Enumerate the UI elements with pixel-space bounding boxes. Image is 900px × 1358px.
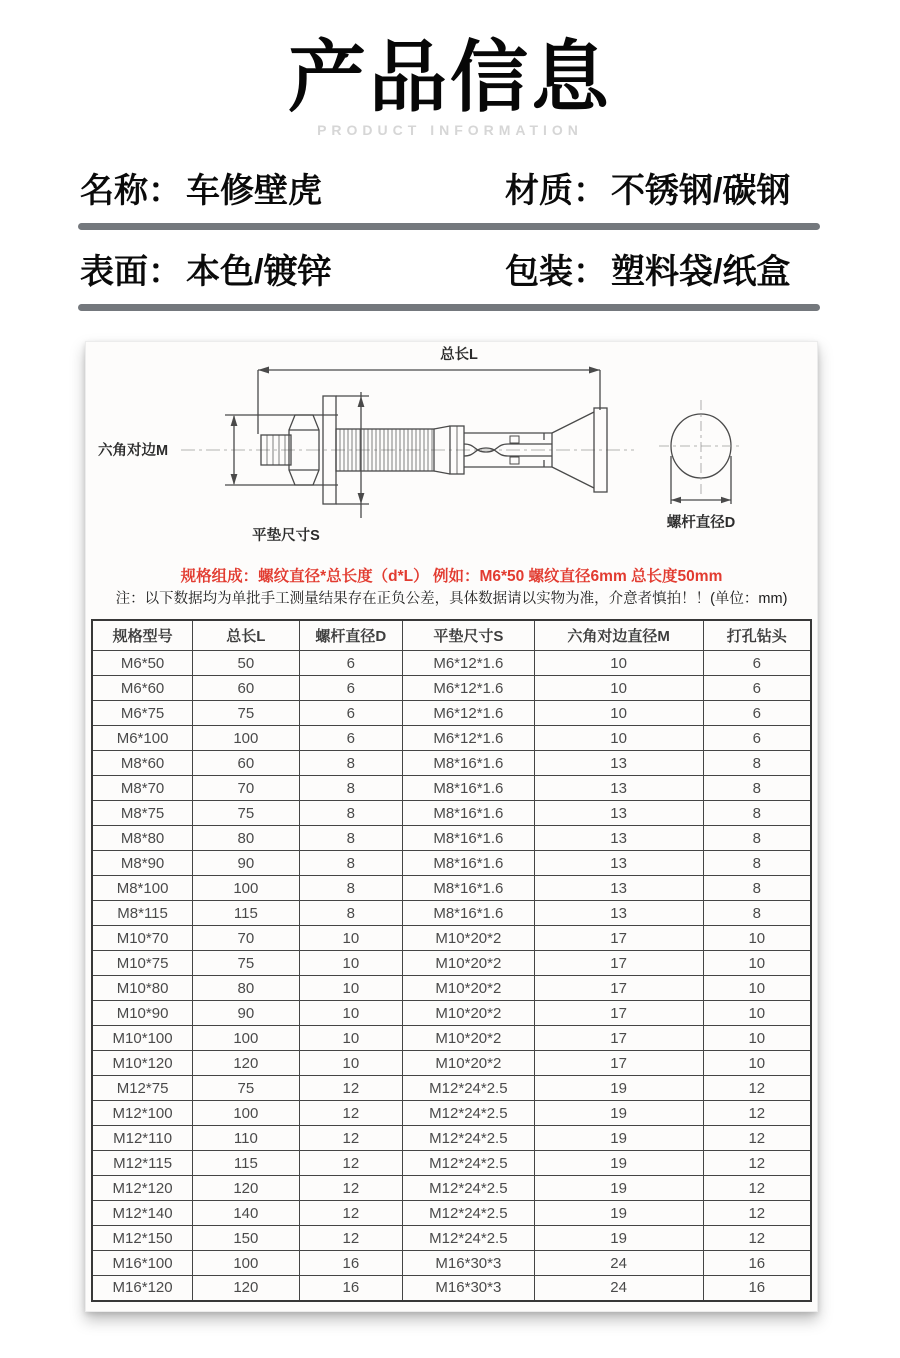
table-cell: 10 bbox=[703, 926, 811, 951]
table-cell: 6 bbox=[703, 701, 811, 726]
attr-packaging-value: 塑料袋/纸盒 bbox=[611, 252, 791, 291]
table-cell: 90 bbox=[193, 851, 299, 876]
spec-formula: 规格组成：螺纹直径*总长度（d*L） 例如：M6*50 螺纹直径6mm 总长度50mm bbox=[180, 567, 723, 585]
page-subtitle: PRODUCT INFORMATION bbox=[317, 121, 583, 138]
table-row bbox=[92, 1176, 811, 1201]
dimension-label-hex-width: 六角对边M bbox=[98, 442, 169, 459]
attr-name-label: 名称： bbox=[80, 171, 182, 210]
table-cell: 100 bbox=[193, 1026, 299, 1051]
table-cell: 19 bbox=[534, 1226, 703, 1251]
table-cell: M16*100 bbox=[92, 1251, 193, 1276]
table-cell: 12 bbox=[299, 1101, 403, 1126]
table-row bbox=[92, 651, 811, 676]
table-cell: M8*16*1.6 bbox=[403, 751, 535, 776]
table-cell: 10 bbox=[703, 1026, 811, 1051]
table-row bbox=[92, 1101, 811, 1126]
table-cell: 8 bbox=[299, 826, 403, 851]
table-cell: 80 bbox=[193, 826, 299, 851]
table-cell: M8*80 bbox=[92, 826, 193, 851]
table-row bbox=[92, 751, 811, 776]
table-cell: M12*120 bbox=[92, 1176, 193, 1201]
table-cell: 13 bbox=[534, 901, 703, 926]
table-cell: 8 bbox=[703, 876, 811, 901]
table-cell: M8*16*1.6 bbox=[403, 826, 535, 851]
table-cell: 16 bbox=[703, 1251, 811, 1276]
table-cell: M6*60 bbox=[92, 676, 193, 701]
table-cell: 75 bbox=[193, 701, 299, 726]
table-cell: M6*50 bbox=[92, 651, 193, 676]
attr-packaging bbox=[505, 253, 820, 292]
table-cell: M12*100 bbox=[92, 1101, 193, 1126]
table-cell: 120 bbox=[193, 1276, 299, 1301]
table-cell: 75 bbox=[193, 801, 299, 826]
table-cell: 10 bbox=[703, 1001, 811, 1026]
table-cell: 16 bbox=[299, 1276, 403, 1301]
table-cell: M10*20*2 bbox=[403, 926, 535, 951]
divider bbox=[78, 223, 820, 230]
table-row bbox=[92, 826, 811, 851]
attr-material-value: 不锈钢/碳钢 bbox=[611, 171, 791, 210]
table-cell: 10 bbox=[534, 651, 703, 676]
table-cell: 12 bbox=[299, 1151, 403, 1176]
dimension-label-washer-size: 平垫尺寸S bbox=[252, 527, 320, 544]
table-cell: 19 bbox=[534, 1076, 703, 1101]
table-cell: M8*100 bbox=[92, 876, 193, 901]
table-header-cell: 总长L bbox=[193, 620, 299, 651]
table-row bbox=[92, 1201, 811, 1226]
measurement-note: 注：以下数据均为单批手工测量结果存在正负公差，具体数据请以实物为准，介意者慎拍！！(单位：mm) bbox=[115, 591, 788, 608]
table-cell: 10 bbox=[534, 726, 703, 751]
table-row bbox=[92, 1026, 811, 1051]
technical-diagram bbox=[86, 342, 819, 566]
dimension-label-rod-diameter: 螺杆直径D bbox=[666, 514, 736, 531]
table-header-row bbox=[92, 620, 811, 651]
table-cell: 8 bbox=[703, 801, 811, 826]
table-cell: M12*24*2.5 bbox=[403, 1101, 535, 1126]
table-cell: 10 bbox=[299, 1001, 403, 1026]
table-row bbox=[92, 1226, 811, 1251]
table-cell: 19 bbox=[534, 1151, 703, 1176]
table-cell: M10*75 bbox=[92, 951, 193, 976]
table-cell: 100 bbox=[193, 726, 299, 751]
table-row bbox=[92, 726, 811, 751]
table-header-cell: 打孔钻头 bbox=[703, 620, 811, 651]
table-cell: 12 bbox=[703, 1201, 811, 1226]
table-cell: 8 bbox=[299, 876, 403, 901]
table-cell: M8*60 bbox=[92, 751, 193, 776]
table-cell: 19 bbox=[534, 1201, 703, 1226]
table-cell: 90 bbox=[193, 1001, 299, 1026]
table-row bbox=[92, 976, 811, 1001]
table-cell: 8 bbox=[299, 901, 403, 926]
table-row bbox=[92, 951, 811, 976]
table-cell: M10*20*2 bbox=[403, 951, 535, 976]
table-cell: 8 bbox=[299, 751, 403, 776]
product-attributes bbox=[0, 172, 900, 311]
table-cell: M12*24*2.5 bbox=[403, 1126, 535, 1151]
table-cell: M12*140 bbox=[92, 1201, 193, 1226]
table-cell: M8*16*1.6 bbox=[403, 901, 535, 926]
table-cell: 8 bbox=[299, 776, 403, 801]
table-cell: 100 bbox=[193, 1101, 299, 1126]
table-cell: 8 bbox=[703, 776, 811, 801]
table-row bbox=[92, 1151, 811, 1176]
table-cell: M8*16*1.6 bbox=[403, 801, 535, 826]
table-cell: M12*24*2.5 bbox=[403, 1226, 535, 1251]
table-cell: 12 bbox=[299, 1226, 403, 1251]
table-cell: 75 bbox=[193, 951, 299, 976]
divider bbox=[78, 304, 820, 311]
table-cell: 8 bbox=[703, 826, 811, 851]
table-cell: 24 bbox=[534, 1276, 703, 1301]
table-cell: 6 bbox=[703, 676, 811, 701]
attr-surface-label: 表面： bbox=[80, 252, 182, 291]
table-cell: 6 bbox=[299, 651, 403, 676]
table-cell: 60 bbox=[193, 676, 299, 701]
table-row bbox=[92, 901, 811, 926]
attr-surface bbox=[80, 253, 505, 292]
table-cell: M8*16*1.6 bbox=[403, 876, 535, 901]
table-cell: 19 bbox=[534, 1176, 703, 1201]
table-cell: M10*20*2 bbox=[403, 1026, 535, 1051]
table-row bbox=[92, 1276, 811, 1301]
table-cell: 70 bbox=[193, 926, 299, 951]
table-cell: 115 bbox=[193, 901, 299, 926]
table-cell: 10 bbox=[299, 976, 403, 1001]
table-cell: M8*70 bbox=[92, 776, 193, 801]
table-cell: 10 bbox=[534, 701, 703, 726]
table-cell: M12*110 bbox=[92, 1126, 193, 1151]
table-cell: 8 bbox=[299, 801, 403, 826]
table-header-cell: 六角对边直径M bbox=[534, 620, 703, 651]
table-cell: 6 bbox=[299, 726, 403, 751]
table-cell: M12*115 bbox=[92, 1151, 193, 1176]
table-cell: 8 bbox=[703, 851, 811, 876]
table-cell: 12 bbox=[703, 1176, 811, 1201]
table-row bbox=[92, 926, 811, 951]
table-row bbox=[92, 776, 811, 801]
table-cell: 13 bbox=[534, 851, 703, 876]
table-cell: 12 bbox=[703, 1126, 811, 1151]
spec-table bbox=[91, 619, 812, 1302]
table-cell: M8*115 bbox=[92, 901, 193, 926]
table-cell: 80 bbox=[193, 976, 299, 1001]
table-cell: 100 bbox=[193, 876, 299, 901]
table-cell: M8*75 bbox=[92, 801, 193, 826]
table-cell: 8 bbox=[299, 851, 403, 876]
dimension-label-total-length: 总长L bbox=[440, 346, 478, 363]
table-cell: 10 bbox=[299, 926, 403, 951]
table-cell: 10 bbox=[703, 951, 811, 976]
table-cell: 13 bbox=[534, 801, 703, 826]
table-cell: 8 bbox=[703, 901, 811, 926]
table-cell: M12*150 bbox=[92, 1226, 193, 1251]
table-cell: 17 bbox=[534, 1001, 703, 1026]
table-cell: 16 bbox=[703, 1276, 811, 1301]
table-header-cell: 螺杆直径D bbox=[299, 620, 403, 651]
table-cell: M10*100 bbox=[92, 1026, 193, 1051]
table-cell: 17 bbox=[534, 1051, 703, 1076]
attr-packaging-label: 包装： bbox=[505, 252, 607, 291]
table-cell: 12 bbox=[703, 1076, 811, 1101]
table-cell: 10 bbox=[299, 951, 403, 976]
table-cell: M6*100 bbox=[92, 726, 193, 751]
table-cell: 110 bbox=[193, 1126, 299, 1151]
table-cell: 12 bbox=[299, 1201, 403, 1226]
table-cell: M16*120 bbox=[92, 1276, 193, 1301]
table-cell: 19 bbox=[534, 1101, 703, 1126]
table-cell: M10*120 bbox=[92, 1051, 193, 1076]
table-cell: 6 bbox=[703, 726, 811, 751]
table-row bbox=[92, 701, 811, 726]
table-header-cell: 平垫尺寸S bbox=[403, 620, 535, 651]
table-cell: M10*20*2 bbox=[403, 1051, 535, 1076]
table-cell: M16*30*3 bbox=[403, 1251, 535, 1276]
table-row bbox=[92, 876, 811, 901]
table-cell: 12 bbox=[703, 1226, 811, 1251]
table-cell: 60 bbox=[193, 751, 299, 776]
table-cell: 24 bbox=[534, 1251, 703, 1276]
table-row bbox=[92, 1251, 811, 1276]
table-cell: M8*16*1.6 bbox=[403, 851, 535, 876]
table-cell: 12 bbox=[703, 1101, 811, 1126]
table-cell: 17 bbox=[534, 1026, 703, 1051]
attr-surface-value: 本色/镀锌 bbox=[186, 252, 332, 291]
table-cell: M6*75 bbox=[92, 701, 193, 726]
table-row bbox=[92, 1051, 811, 1076]
table-cell: M12*24*2.5 bbox=[403, 1176, 535, 1201]
table-cell: 10 bbox=[299, 1026, 403, 1051]
table-cell: M10*20*2 bbox=[403, 1001, 535, 1026]
table-cell: M10*90 bbox=[92, 1001, 193, 1026]
table-header-cell: 规格型号 bbox=[92, 620, 193, 651]
attr-material bbox=[505, 172, 820, 211]
table-cell: 6 bbox=[703, 651, 811, 676]
table-cell: 12 bbox=[299, 1176, 403, 1201]
table-cell: 100 bbox=[193, 1251, 299, 1276]
table-cell: 8 bbox=[703, 751, 811, 776]
table-cell: 19 bbox=[534, 1126, 703, 1151]
table-cell: 12 bbox=[703, 1151, 811, 1176]
page-header bbox=[0, 0, 900, 138]
table-cell: M6*12*1.6 bbox=[403, 726, 535, 751]
table-cell: 6 bbox=[299, 701, 403, 726]
attr-name-value: 车修壁虎 bbox=[186, 171, 322, 210]
table-cell: M8*16*1.6 bbox=[403, 776, 535, 801]
table-cell: M12*75 bbox=[92, 1076, 193, 1101]
table-cell: M12*24*2.5 bbox=[403, 1201, 535, 1226]
table-row bbox=[92, 1001, 811, 1026]
table-cell: M8*90 bbox=[92, 851, 193, 876]
table-cell: 75 bbox=[193, 1076, 299, 1101]
attribute-row-2 bbox=[0, 253, 900, 292]
table-cell: M10*80 bbox=[92, 976, 193, 1001]
table-cell: 115 bbox=[193, 1151, 299, 1176]
table-cell: M10*20*2 bbox=[403, 976, 535, 1001]
table-cell: 6 bbox=[299, 676, 403, 701]
table-cell: M10*70 bbox=[92, 926, 193, 951]
table-cell: M16*30*3 bbox=[403, 1276, 535, 1301]
table-cell: 120 bbox=[193, 1051, 299, 1076]
page-title: 产品信息 bbox=[287, 33, 612, 121]
table-row bbox=[92, 1126, 811, 1151]
attr-name bbox=[80, 172, 505, 211]
table-cell: 13 bbox=[534, 776, 703, 801]
table-row bbox=[92, 676, 811, 701]
table-cell: M6*12*1.6 bbox=[403, 701, 535, 726]
table-cell: 12 bbox=[299, 1126, 403, 1151]
table-cell: 10 bbox=[703, 1051, 811, 1076]
table-cell: 16 bbox=[299, 1251, 403, 1276]
table-cell: M12*24*2.5 bbox=[403, 1076, 535, 1101]
table-cell: 13 bbox=[534, 826, 703, 851]
table-row bbox=[92, 851, 811, 876]
attribute-row-1 bbox=[0, 172, 900, 211]
table-cell: M6*12*1.6 bbox=[403, 676, 535, 701]
table-cell: 17 bbox=[534, 976, 703, 1001]
product-card bbox=[85, 341, 818, 1312]
table-cell: M12*24*2.5 bbox=[403, 1151, 535, 1176]
table-cell: 10 bbox=[534, 676, 703, 701]
table-cell: 50 bbox=[193, 651, 299, 676]
table-cell: 10 bbox=[703, 976, 811, 1001]
table-row bbox=[92, 1076, 811, 1101]
table-cell: 120 bbox=[193, 1176, 299, 1201]
table-cell: 10 bbox=[299, 1051, 403, 1076]
table-row bbox=[92, 801, 811, 826]
table-cell: 70 bbox=[193, 776, 299, 801]
table-cell: 17 bbox=[534, 926, 703, 951]
table-cell: 17 bbox=[534, 951, 703, 976]
table-cell: 150 bbox=[193, 1226, 299, 1251]
table-cell: 13 bbox=[534, 876, 703, 901]
attr-material-label: 材质： bbox=[505, 171, 607, 210]
table-cell: M6*12*1.6 bbox=[403, 651, 535, 676]
table-cell: 12 bbox=[299, 1076, 403, 1101]
table-cell: 13 bbox=[534, 751, 703, 776]
table-cell: 140 bbox=[193, 1201, 299, 1226]
